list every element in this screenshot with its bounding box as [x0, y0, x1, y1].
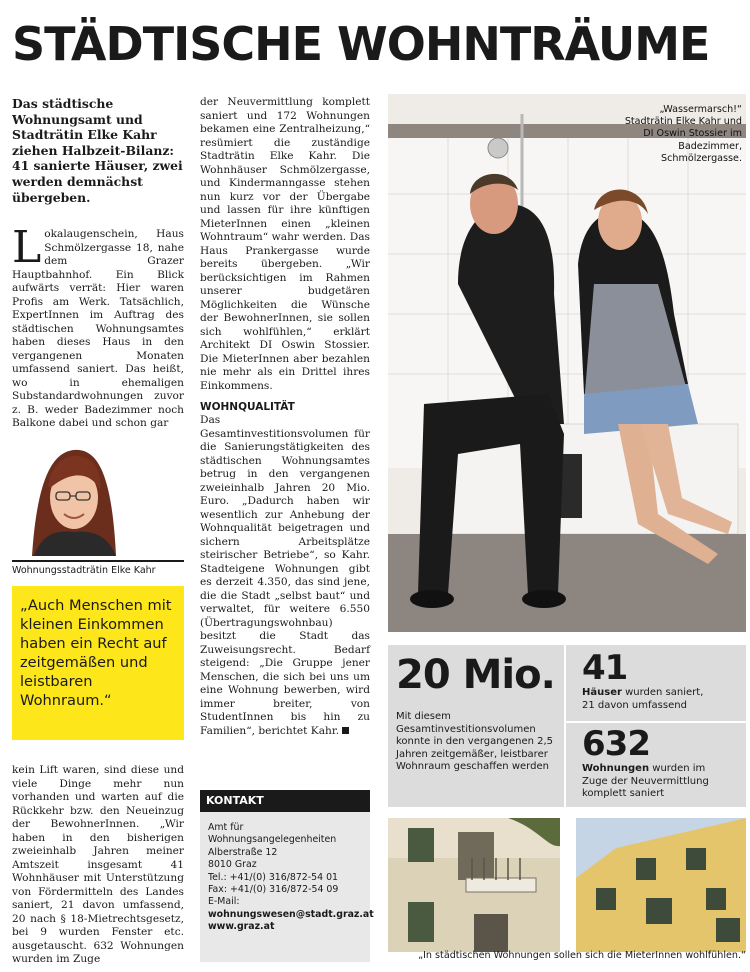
stat-text: wurden im	[649, 763, 706, 774]
stat-apartments-text	[582, 763, 742, 801]
stat-investment-text: Mit diesem Gesamtinvestitionsvolumen konnte in den vergangenen 2,5 Jahren zeitgemäßer, leistbarer Wohnraum geschaffen werden	[396, 711, 554, 772]
kontakt-line: 8010 Graz	[208, 859, 257, 871]
kontakt-email-link[interactable]: wohnungswesen@stadt.graz.at	[208, 908, 374, 920]
article-column2	[200, 96, 370, 738]
kontakt-box	[200, 812, 374, 962]
stat-text: Zuge der Neuvermittlung	[582, 775, 709, 787]
stats-divider	[564, 645, 566, 807]
kontakt-fax: Fax: +41/(0) 316/872-54 09	[208, 884, 339, 896]
article-column1-bottom: kein Lift waren, sind diese und viele Dinge mehr nun vorhanden und warten auf die Rückkehr bzw. den Neueinzug der BewohnerInnen. „Wir haben in den bisherigen zweieinhalb Jahren meiner Amtszeit insgesamt 41 Wohnhäuser mit Unterstützung von Fördermitteln des Landes saniert, 21 davon umfassend, 20 nach § 18-Mietrechtsgesetz, bei 9 wurden Fenster etc. ausgetauscht. 632 Wohnungen wurden im Zuge	[12, 764, 184, 965]
stats-divider	[566, 721, 746, 723]
stats-box	[388, 645, 746, 807]
kontakt-line: Alberstraße 12	[208, 846, 278, 858]
stat-houses-number: 41	[582, 648, 628, 688]
stat-text: wurden saniert,	[621, 687, 704, 698]
stat-apartments-number: 632	[582, 724, 650, 764]
lead-paragraph: Das städtische Wohnungsamt und Stadträtin Elke Kahr ziehen Halbzeit-Bilanz: 41 sanierte Häuser, zwei werden demnächst übergeben.	[12, 96, 183, 205]
end-mark	[342, 727, 349, 734]
pull-quote: „Auch Menschen mit kleinen Einkommen haben ein Recht auf zeitgemäßen und leistbaren Wohnraum.“	[12, 586, 184, 740]
stat-investment-number: 20 Mio.	[396, 652, 555, 698]
portrait-elke-kahr	[12, 440, 182, 556]
drop-cap: L	[12, 222, 42, 273]
article-column1-top	[12, 222, 184, 431]
kontakt-line: Wohnungsangelegenheiten	[208, 834, 337, 846]
page-headline: STÄDTISCHE WOHNTRÄUME	[12, 17, 710, 71]
portrait-caption: Wohnungsstadträtin Elke Kahr	[12, 560, 184, 577]
bottom-photo-caption: „In städtischen Wohnungen sollen sich die MieterInnen wohlfühlen.“	[418, 950, 746, 961]
building-photo-2	[576, 818, 746, 952]
stat-label: Häuser	[582, 687, 622, 698]
article-text: der Neuvermittlung komplett saniert und 172 Wohnungen bekamen eine Zentralheizung,“ resümiert die zuständige Stadträtin Elke Kahr. Die Wohnhäuser Schmölzergasse, und Kindermanngasse stehen nun kurz vor der Übergabe und lassen für ihre künftigen MieterInnen einen „kleinen Wohntraum“ wahr werden. Das Haus Prankergasse wurde bereits übergeben. „Wir berücksichtigen im Rahmen unserer budgetären Möglichkeiten die Wünsche der BewohnerInnen, sie sollen sich wohlfühlen,“ erklärt Architekt DI Oswin Stossier. Die MieterInnen aber bezahlen nie mehr als ein Drittel ihres Einkommens.	[200, 96, 370, 392]
stat-text: komplett saniert	[582, 788, 665, 799]
article-text: okalaugenschein, Haus Schmölzergasse 18, nahe dem Grazer Hauptbahnhof. Ein Blick aufwärts verrät: Hier waren Profis am Werk. Tatsächlich, ExpertInnen im Auftrag des städtischen Wohnungsamtes haben dieses Haus in den vergangenen Monaten umfassend saniert. Das heißt, wo in ehemaligen Substandardwohnungen zuvor z. B. weder Badezimmer noch Balkone dabei und schon gar	[12, 228, 184, 429]
stat-houses-text	[582, 687, 742, 712]
subheading-wohnqualitaet: WOHNQUALITÄT	[200, 401, 295, 413]
kontakt-heading: KONTAKT	[200, 790, 370, 812]
article-text: Das Gesamtinvestitionsvolumen für die Sanierungstätigkeiten des städtischen Wohnungsamtes betrug in den vergangenen zweieinhalb Jahren 20 Mio. Euro. „Dadurch haben wir wesentlich zur Anhebung der Wohnqualität beigetragen und sichern Arbeitsplätze steirischer Betriebe“, so Kahr. Stadteigene Wohnungen gibt es derzeit 4.350, das sind jene, die die Stadt „selbst baut“ und verwaltet, für weitere 6.550 (Übertragungswohnbau) besitzt die Stadt das Zuweisungsrecht. Bedarf steigend: „Die Gruppe jener Menschen, die sich bei uns um eine Wohnung bewerben, wird immer breiter, von StudentInnen bis hin zu Familien“, berichtet Kahr.	[200, 414, 370, 737]
main-photo-bathroom	[388, 94, 746, 632]
kontakt-web-link[interactable]: www.graz.at	[208, 921, 275, 933]
main-photo-caption: „Wassermarsch!“ Stadträtin Elke Kahr und DI Oswin Stossier im Badezimmer, Schmölzergasse.	[624, 104, 742, 164]
stat-label: Wohnungen	[582, 763, 650, 774]
kontakt-line: Amt für	[208, 822, 244, 833]
building-photo-1	[388, 818, 560, 952]
kontakt-line: E-Mail:	[208, 896, 240, 908]
kontakt-phone: Tel.: +41/(0) 316/872-54 01	[208, 871, 338, 883]
stat-text: 21 davon umfassend	[582, 699, 687, 711]
